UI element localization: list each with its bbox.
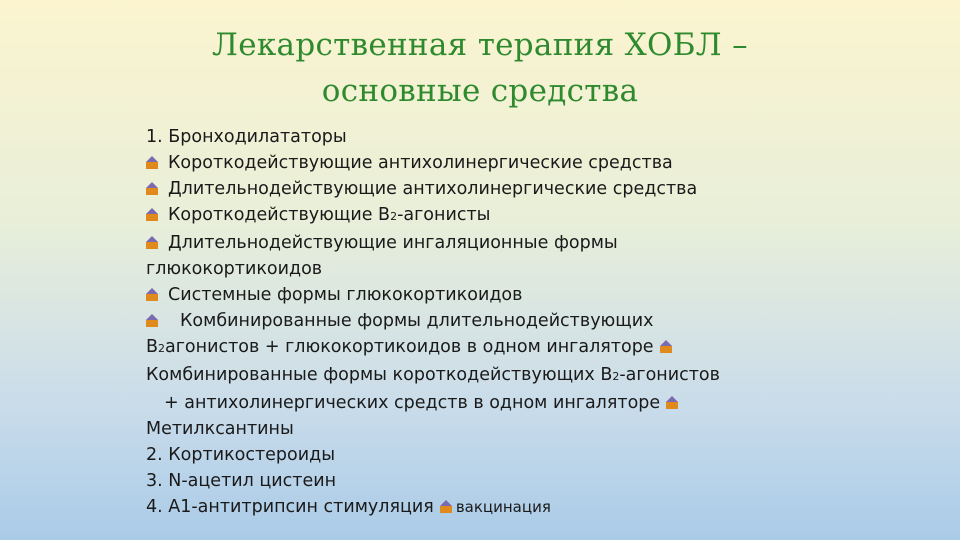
item-text: В [146, 337, 159, 357]
title-line-2: основные средства [321, 73, 639, 109]
bullet-marker-icon [146, 288, 158, 301]
item-text: агонистов + глюкокортикоидов в одном ингаляторе [165, 337, 654, 357]
bullet-marker-icon [146, 208, 158, 221]
subscript: 2 [612, 370, 620, 383]
list-item [146, 282, 826, 308]
item-text: Системные формы глюкокортикоидов [168, 285, 523, 305]
item-text: -агонисты [397, 205, 491, 225]
bullet-marker-icon [440, 500, 452, 513]
list-item-continuation [146, 256, 826, 282]
item-text: Короткодействующие В [168, 205, 391, 225]
list-item-continuation [146, 390, 826, 416]
list-item [146, 124, 826, 150]
item-text: 3. N-ацетил цистеин [146, 471, 337, 491]
list-item [146, 494, 826, 520]
item-text: 2. Кортикостероиды [146, 445, 336, 465]
list-item [146, 202, 826, 230]
list-item [146, 308, 826, 334]
list-item [146, 468, 826, 494]
item-text: Длительнодействующие ингаляционные формы [168, 233, 618, 253]
item-text: Комбинированные формы короткодействующих В [146, 365, 613, 385]
bullet-marker-icon [146, 156, 158, 169]
item-text: 1. Бронходилататоры [146, 127, 347, 147]
subscript: 2 [390, 210, 398, 223]
list-item-continuation [146, 334, 826, 362]
bullet-marker-icon [666, 396, 678, 409]
item-text: Комбинированные формы длительнодействующих [180, 311, 654, 331]
list-item [146, 230, 826, 256]
item-text: -агонистов [619, 365, 720, 385]
item-text: + антихолинергических средств в одном ингаляторе [164, 393, 661, 413]
bullet-marker-icon [146, 314, 158, 327]
item-text: вакцинация [455, 498, 551, 516]
list-item [146, 362, 826, 390]
item-text: Метилксантины [146, 419, 294, 439]
bullet-marker-icon [660, 340, 672, 353]
content-list [146, 124, 826, 520]
bullet-marker-icon [146, 182, 158, 195]
item-text: глюкокортикоидов [146, 259, 323, 279]
list-item [146, 416, 826, 442]
item-text: Длительнодействующие антихолинергические средства [168, 179, 698, 199]
list-item [146, 442, 826, 468]
slide-title [0, 22, 960, 114]
title-line-1: Лекарственная терапия ХОБЛ – [212, 27, 748, 63]
list-item [146, 176, 826, 202]
item-text: 4. А1-антитрипсин стимуляция [146, 497, 434, 517]
bullet-marker-icon [146, 236, 158, 249]
subscript: 2 [158, 342, 166, 355]
list-item [146, 150, 826, 176]
item-text: Короткодействующие антихолинергические средства [168, 153, 673, 173]
